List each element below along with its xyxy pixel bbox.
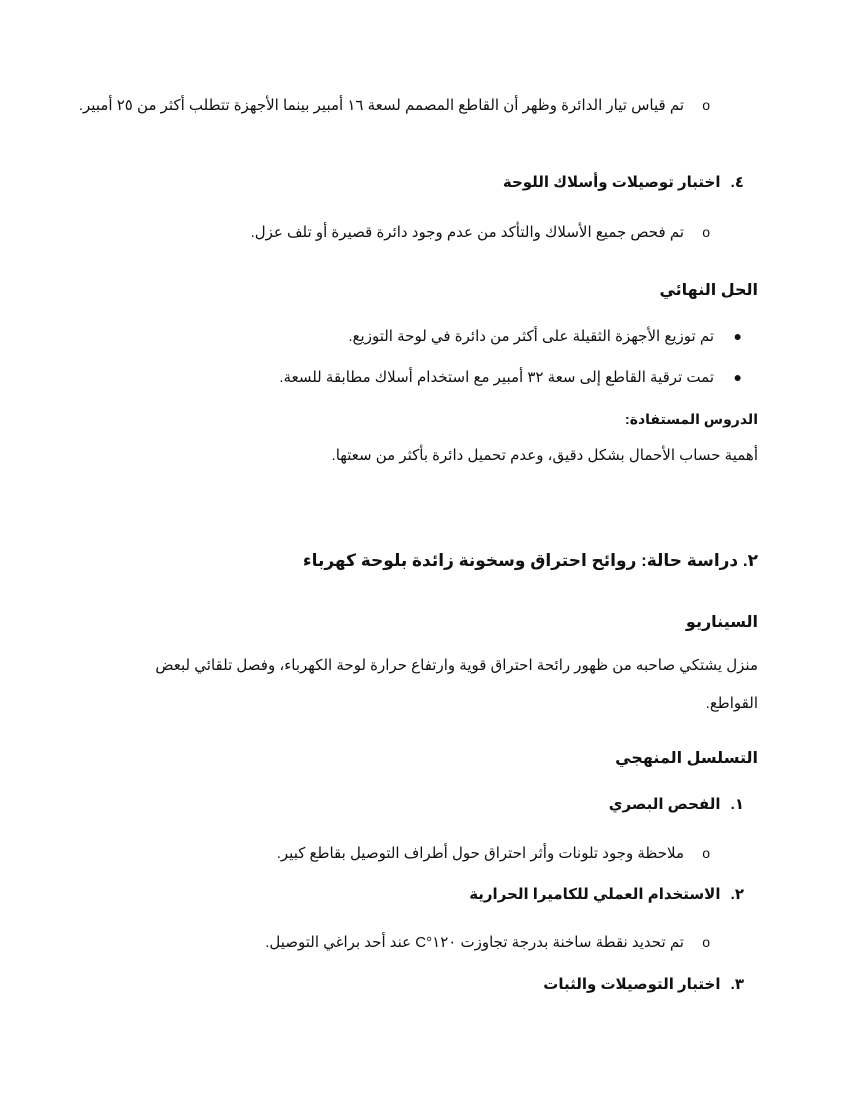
case-study-title: ٢. دراسة حالة: روائح احتراق وسخونة زائدة بلوحة كهرباء bbox=[302, 551, 758, 570]
sequence-step-heading bbox=[543, 975, 744, 993]
step-bullet-text: ملاحظة وجود تلونات وأثر احتراق حول أطراف التوصيل بقاطع كبير. bbox=[276, 845, 684, 862]
disc-bullet-icon: ● bbox=[733, 369, 742, 385]
circle-bullet-icon: o bbox=[702, 97, 710, 113]
sequence-title: التسلسل المنهجي bbox=[615, 750, 758, 767]
final-solution-item-text: تم توزيع الأجهزة الثقيلة على أكثر من دائرة في لوحة التوزيع. bbox=[348, 328, 714, 345]
circle-bullet-icon: o bbox=[702, 224, 710, 240]
step-title: الفحص البصري bbox=[608, 796, 721, 813]
scenario-text: منزل يشتكي صاحبه من ظهور رائحة احتراق قوية وارتفاع حرارة لوحة الكهرباء، وفصل تلقائي لبعض القواطع. bbox=[155, 657, 758, 712]
step-number: ٢. bbox=[730, 886, 744, 903]
step-title: الاستخدام العملي للكاميرا الحرارية bbox=[469, 886, 721, 903]
step4-bullet bbox=[251, 223, 710, 241]
step-number: ١. bbox=[730, 796, 744, 813]
final-solution-item-text: تمت ترقية القاطع إلى سعة ٣٢ أمبير مع استخدام أسلاك مطابقة للسعة. bbox=[279, 369, 714, 386]
measure-bullet bbox=[70, 86, 710, 125]
final-solution-item bbox=[348, 327, 742, 345]
sequence-step-bullet bbox=[277, 844, 710, 862]
sequence-step-heading bbox=[469, 885, 744, 903]
step-number: ٣. bbox=[730, 976, 744, 993]
step4-bullet-text: تم فحص جميع الأسلاك والتأكد من عدم وجود دائرة قصيرة أو تلف عزل. bbox=[250, 224, 684, 241]
step4-heading bbox=[503, 173, 744, 191]
step4-title: اختبار توصيلات وأسلاك اللوحة bbox=[502, 174, 721, 191]
scenario-title: السيناريو bbox=[685, 614, 758, 631]
circle-bullet-icon: o bbox=[702, 934, 710, 950]
final-solution-title: الحل النهائي bbox=[659, 282, 758, 299]
sequence-step-heading bbox=[609, 795, 744, 813]
final-solution-item bbox=[279, 368, 742, 386]
measure-bullet-text: تم قياس تيار الدائرة وظهر أن القاطع المصمم لسعة ١٦ أمبير بينما الأجهزة تتطلب أكثر من ٢٥ أمبير. bbox=[78, 97, 684, 114]
lessons-text: أهمية حساب الأحمال بشكل دقيق، وعدم تحميل دائرة بأكثر من سعتها. bbox=[331, 447, 758, 464]
step4-number: ٤. bbox=[730, 174, 744, 191]
step-bullet-text: تم تحديد نقطة ساخنة بدرجة تجاوزت ١٢٠°C عند أحد براغي التوصيل. bbox=[265, 934, 684, 951]
circle-bullet-icon: o bbox=[702, 845, 710, 861]
step-title: اختبار التوصيلات والثبات bbox=[543, 976, 721, 993]
lessons-title: الدروس المستفادة: bbox=[625, 411, 758, 427]
sequence-step-bullet bbox=[265, 933, 710, 951]
disc-bullet-icon: ● bbox=[733, 328, 742, 344]
